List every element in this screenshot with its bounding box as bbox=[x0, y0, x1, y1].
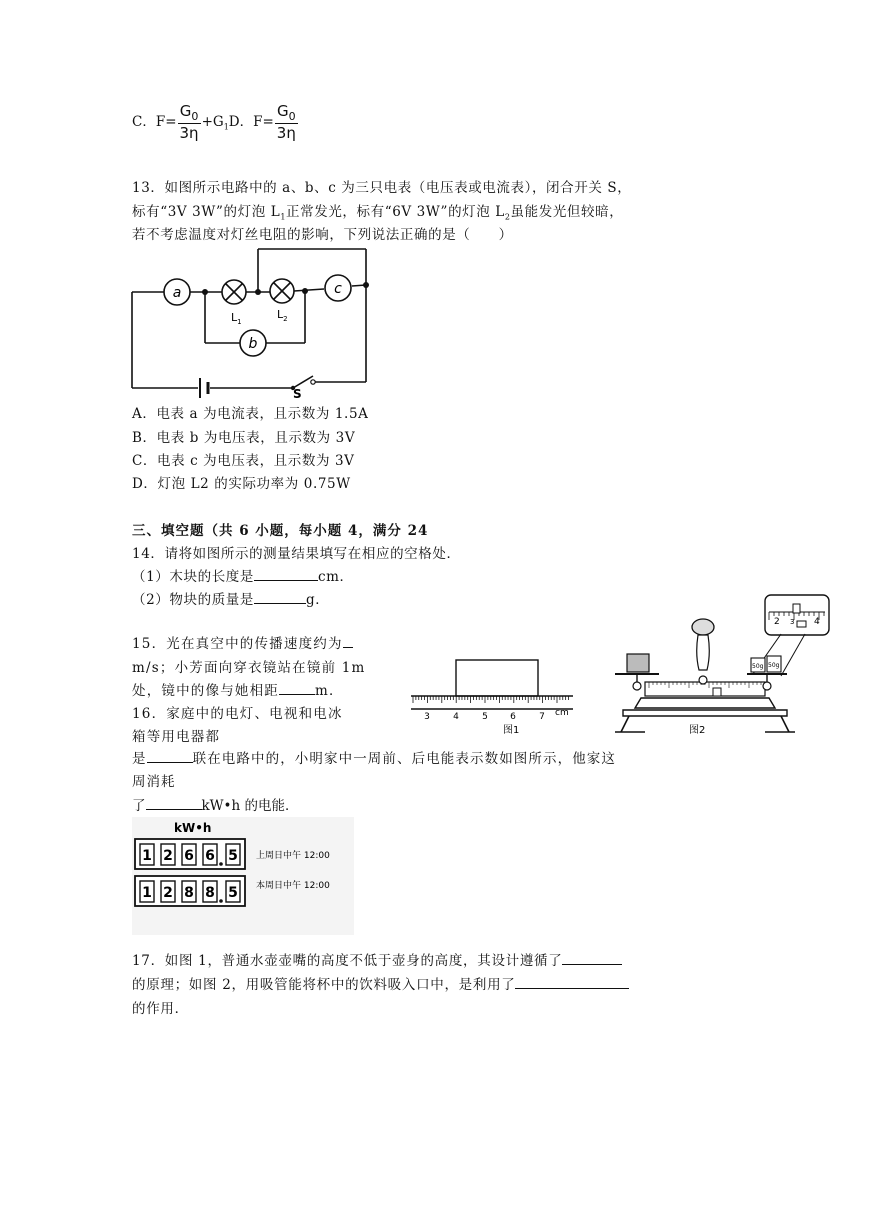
meter-unit: kW•h bbox=[174, 821, 212, 835]
lamp-l2-icon bbox=[270, 279, 294, 303]
switch-label: S bbox=[293, 387, 302, 398]
q13-option-d: D．灯泡 L2 的实际功率为 0.75W bbox=[132, 476, 351, 492]
q12-options-cd: C．F= $\frac{G_0}{3\eta}$ $+G_1D$．F= $\frac{G_0}{3\eta}$ bbox=[132, 102, 296, 142]
q15-line2: m/s；小芳面向穿衣镜站在镜前 1m bbox=[132, 660, 366, 676]
q13-option-b: B．电表 b 为电压表，且示数为 3V bbox=[132, 430, 356, 446]
wooden-block bbox=[456, 660, 538, 696]
ruler-tick-labels bbox=[424, 712, 545, 722]
q17-line1: 17．如图 1，普通水壶壶嘴的高度不低于壶身的高度，其设计遵循了 bbox=[132, 949, 622, 969]
q12-fraction-d: $\frac{G_0}{3\eta}$ bbox=[276, 102, 296, 142]
inset-label-2: 2 bbox=[774, 617, 780, 627]
figure-2-balance bbox=[605, 592, 833, 738]
q16-line3: 是 联在电路中的，小明家中一周前、后电能表示数如图所示，他家这 bbox=[132, 751, 617, 767]
after-digit-2: 2 bbox=[163, 885, 173, 901]
after-digit-3: 8 bbox=[184, 885, 194, 901]
q13-option-a: A．电表 a 为电流表，且示数为 1.5A bbox=[132, 406, 369, 422]
before-digit-4: 6 bbox=[205, 848, 215, 864]
q12-option-c-prefix: C．F= bbox=[132, 114, 177, 130]
ruler-label-3: 3 bbox=[424, 712, 430, 722]
q14-part1: （1）木块的长度是 cm． bbox=[132, 569, 354, 585]
weight-2-label: 50g bbox=[768, 662, 780, 669]
lamp-l2-label: $L_2$ bbox=[277, 308, 288, 323]
q12-option-d-prefix: D．F= bbox=[228, 114, 274, 130]
lamp-l1-icon bbox=[222, 280, 246, 304]
after-digit-1: 1 bbox=[142, 885, 152, 901]
meter-b-label: b bbox=[248, 336, 258, 352]
q16-line4: 周消耗 bbox=[132, 774, 176, 790]
meter-c-label: c bbox=[334, 281, 342, 297]
q16-answer-blank-1[interactable] bbox=[147, 750, 193, 763]
figure-2-caption: 图2 bbox=[689, 725, 706, 736]
q14-part2: （2）物块的质量是 g． bbox=[132, 592, 330, 608]
q16-line5: 了 kW•h 的电能． bbox=[132, 798, 299, 814]
ruler-label-6: 6 bbox=[510, 712, 516, 722]
ruler-label-4: 4 bbox=[453, 712, 459, 722]
ruler-unit: cm bbox=[555, 708, 569, 718]
object-on-pan bbox=[627, 654, 649, 672]
after-decimal: 5 bbox=[228, 885, 238, 901]
section-heading: 三、填空题（共 6 小题，每小题 4，满分 24 bbox=[132, 523, 429, 539]
q17-answer-blank-2[interactable] bbox=[515, 976, 629, 989]
after-time-label: 本周日中午 12:00 bbox=[256, 881, 330, 891]
q15-line3: 处，镜中的像与她相距 m． bbox=[132, 683, 344, 699]
q13-option-c: C．电表 c 为电压表，且示数为 3V bbox=[132, 453, 355, 469]
q13-circuit-diagram bbox=[128, 243, 378, 398]
before-time-label: 上周日中午 12:00 bbox=[256, 851, 330, 861]
before-digit-3: 6 bbox=[184, 848, 194, 864]
q16-answer-blank-2[interactable] bbox=[146, 797, 202, 810]
q13-line1: 13．如图所示电路中的 a、b、c 为三只电表（电压表或电流表），闭合开关 S， bbox=[132, 180, 632, 196]
q17-line2: 的原理；如图 2，用吸管能将杯中的饮料吸入口中，是利用了 bbox=[132, 973, 629, 993]
inset-label-3: 3 bbox=[790, 618, 795, 626]
ruler-label-7: 7 bbox=[539, 712, 545, 722]
q12-fraction-c: $\frac{G_0}{3\eta}$ bbox=[179, 102, 199, 142]
q15-answer-blank-1[interactable] bbox=[343, 635, 353, 648]
energy-meter-figure bbox=[132, 817, 354, 935]
after-digit-4: 8 bbox=[205, 885, 215, 901]
q12-option-c-suffix: +G bbox=[201, 114, 224, 130]
ruler-label-5: 5 bbox=[482, 712, 488, 722]
before-decimal: 5 bbox=[228, 848, 238, 864]
q17-line3: 的作用． bbox=[132, 1001, 189, 1017]
q15-answer-blank-2[interactable] bbox=[279, 682, 315, 695]
q15-line1: 15．光在真空中的传播速度约为 bbox=[132, 632, 353, 652]
before-digit-1: 1 bbox=[142, 848, 152, 864]
lamp-l1-label: $L_1$ bbox=[231, 311, 242, 326]
meter-a-label: a bbox=[172, 285, 182, 301]
q14-stem: 14．请将如图所示的测量结果填写在相应的空格处． bbox=[132, 546, 461, 562]
inset-label-4: 4 bbox=[814, 617, 820, 627]
figure-1-caption: 图1 bbox=[503, 725, 520, 736]
q13-line2: 标有“3V 3W”的灯泡 $L_1$正常发光，标有“6V 3W”的灯泡 $L_2$虽能发光但较暗， bbox=[132, 204, 624, 222]
q14-answer-blank-2[interactable] bbox=[254, 591, 306, 604]
q17-answer-blank-1[interactable] bbox=[562, 952, 622, 965]
q16-line1: 16．家庭中的电灯、电视和电冰 bbox=[132, 706, 343, 722]
q16-line2: 箱等用电器都 bbox=[132, 729, 221, 745]
weight-1-label: 50g bbox=[752, 663, 764, 670]
q13-line3: 若不考虑温度对灯丝电阻的影响，下列说法正确的是（ ） bbox=[132, 227, 513, 243]
q14-answer-blank-1[interactable] bbox=[254, 568, 318, 581]
figure-1-ruler bbox=[405, 655, 577, 737]
before-digit-2: 2 bbox=[163, 848, 173, 864]
